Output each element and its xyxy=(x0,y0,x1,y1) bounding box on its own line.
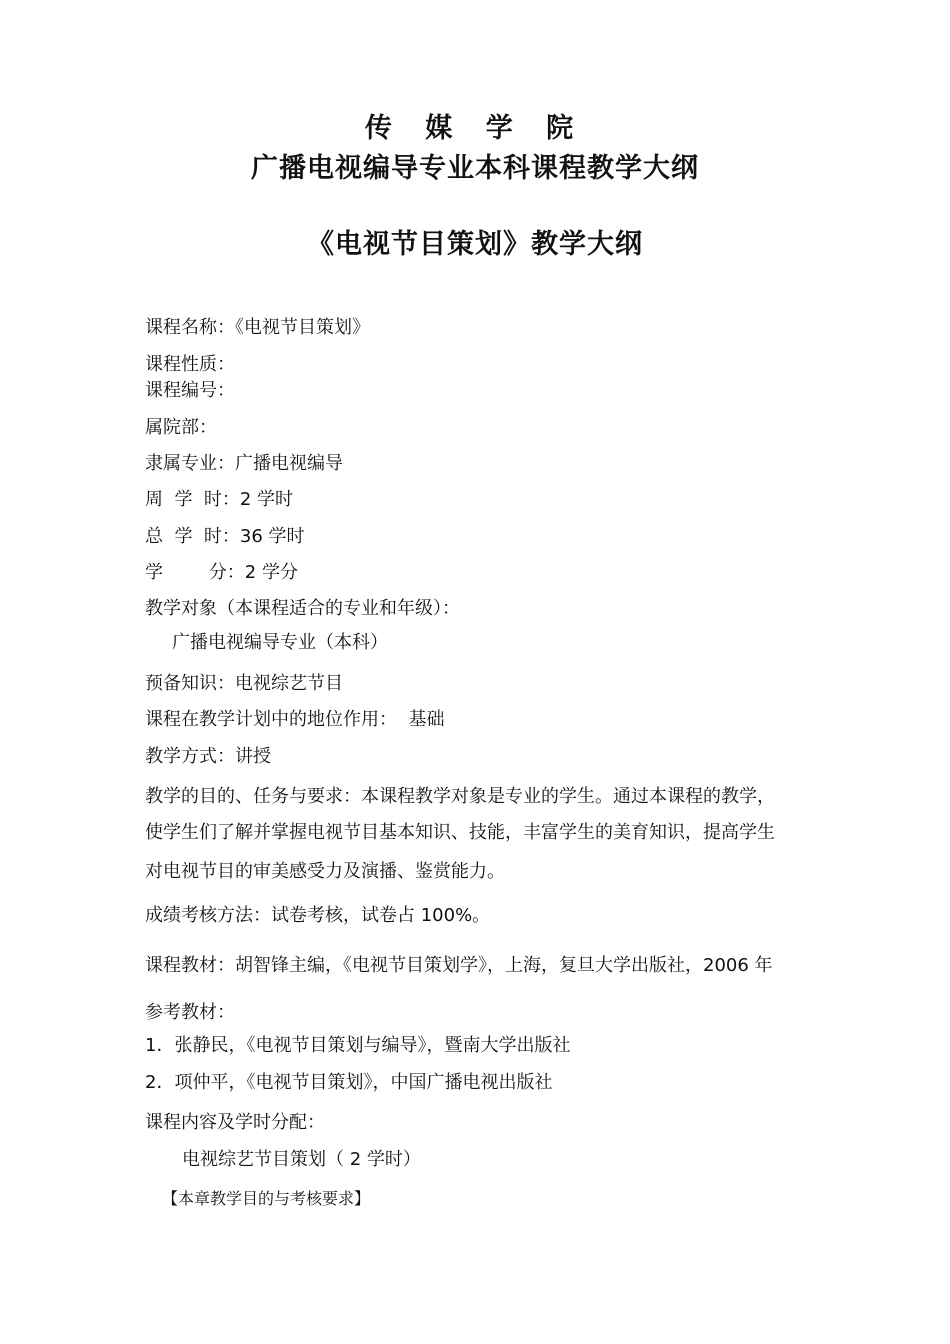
course-name: 课程名称：《电视节目策划》 xyxy=(145,317,370,338)
reference-item: 1．张静民，《电视节目策划与编导》，暨南大学出版社 xyxy=(145,1035,571,1056)
objective-line-1: 教学的目的、任务与要求：本课程教学对象是专业的学生。通过本课程的教学， xyxy=(145,786,775,807)
chapter-note: 【本章教学目的与考核要求】 xyxy=(162,1189,371,1208)
assessment: 成绩考核方法：试卷考核，试卷占 100%。 xyxy=(145,905,491,926)
prerequisite: 预备知识：电视综艺节目 xyxy=(145,673,343,694)
references-label: 参考教材： xyxy=(145,1002,235,1023)
program-title: 广播电视编导专业本科课程教学大纲 xyxy=(251,153,699,184)
objective-line-3: 对电视节目的审美感受力及演播、鉴赏能力。 xyxy=(145,861,505,882)
teaching-method: 教学方式：讲授 xyxy=(145,746,271,767)
total-hours: 总 学 时：36 学时 xyxy=(145,526,305,547)
chapter-title: 电视综艺节目策划（ 2 学时） xyxy=(182,1149,421,1170)
content-label: 课程内容及学时分配： xyxy=(145,1112,325,1133)
reference-item: 2．项仲平，《电视节目策划》，中国广播电视出版社 xyxy=(145,1072,553,1093)
major: 隶属专业：广播电视编导 xyxy=(145,453,343,474)
textbook: 课程教材：胡智锋主编，《电视节目策划学》，上海，复旦大学出版社，2006 年 xyxy=(145,955,773,976)
course-code: 课程编号： xyxy=(145,380,235,401)
syllabus-title: 《电视节目策划》教学大纲 xyxy=(307,229,643,260)
course-role: 课程在教学计划中的地位作用： 基础 xyxy=(145,709,445,730)
credits: 学 分：2 学分 xyxy=(145,562,298,583)
course-nature: 课程性质： xyxy=(145,354,235,375)
weekly-hours: 周 学 时：2 学时 xyxy=(145,489,294,510)
target-value: 广播电视编导专业（本科） xyxy=(172,632,388,653)
department: 属院部： xyxy=(145,417,217,438)
institution-title: 传 媒 学 院 xyxy=(364,113,586,144)
objective-line-2: 使学生们了解并掌握电视节目基本知识、技能，丰富学生的美育知识，提高学生 xyxy=(145,822,775,843)
target-label: 教学对象（本课程适合的专业和年级）： xyxy=(145,598,460,619)
